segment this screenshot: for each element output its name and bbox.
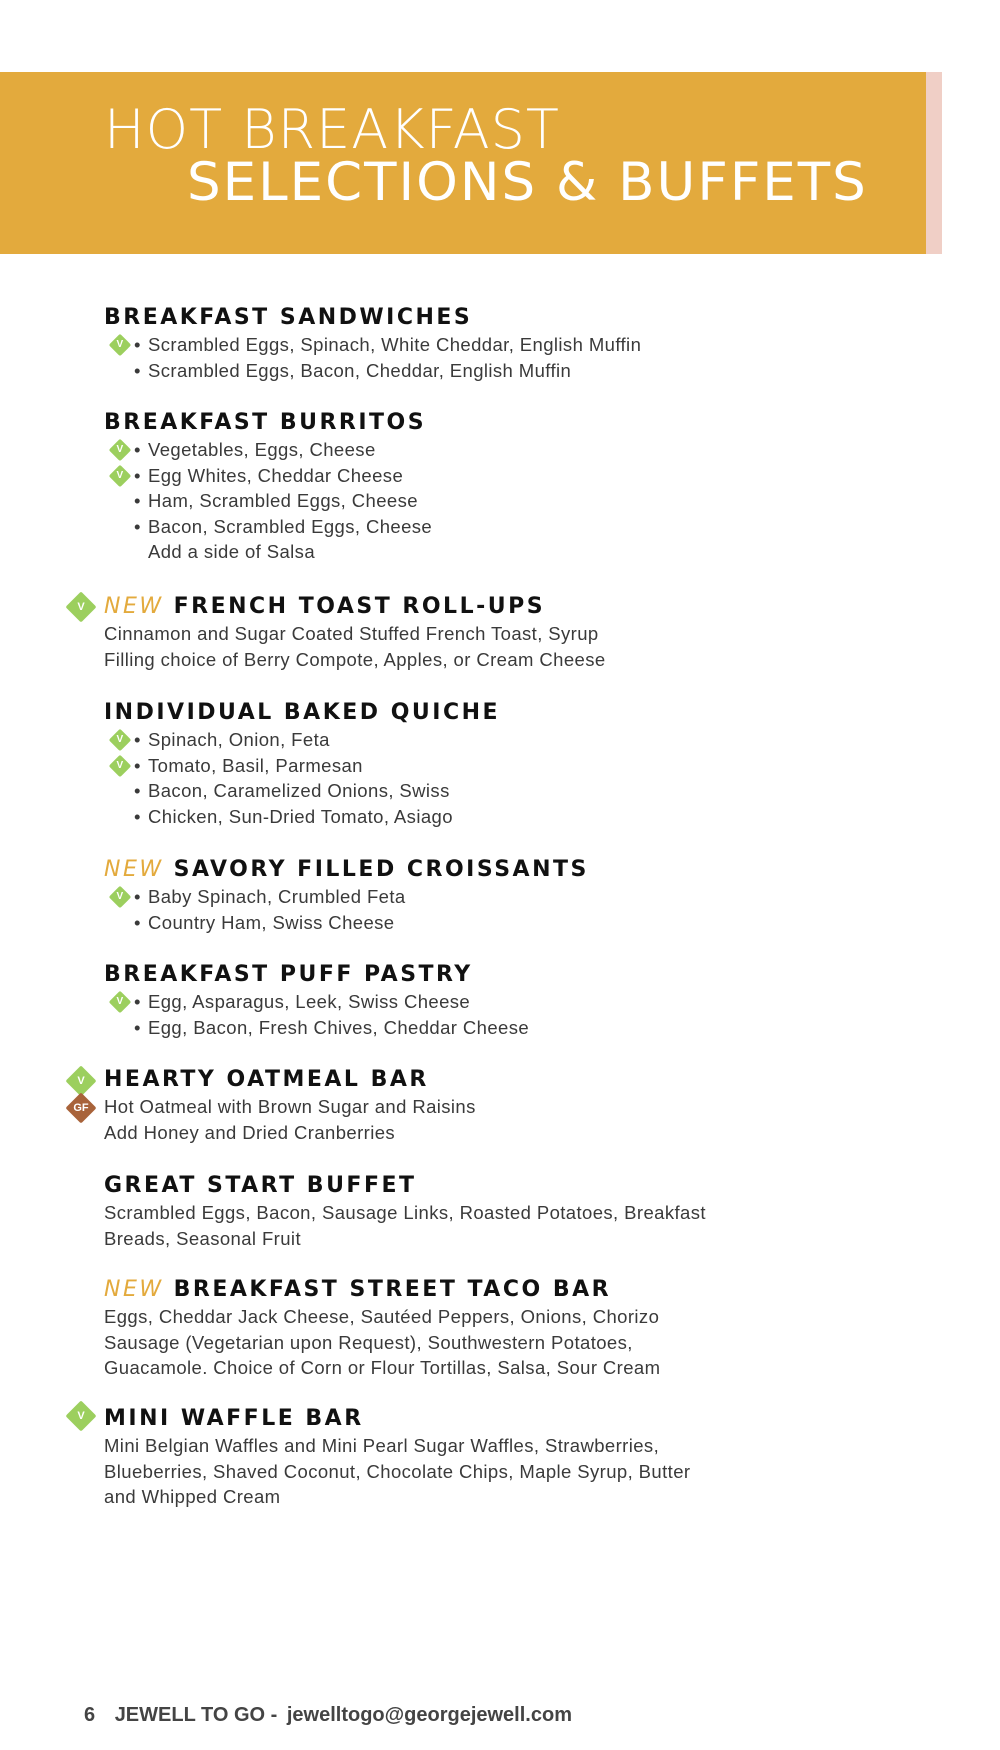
menu-item-text: Ham, Scrambled Eggs, Cheese bbox=[148, 490, 418, 511]
footer-email-link[interactable]: jewelltogo@georgejewell.com bbox=[286, 1704, 572, 1726]
vegetarian-icon: V bbox=[109, 334, 132, 357]
section-title: GREAT START BUFFET bbox=[104, 1173, 417, 1198]
page-footer bbox=[84, 1704, 572, 1727]
bullet: • bbox=[134, 334, 141, 355]
section-french-toast-roll-ups bbox=[104, 593, 606, 672]
section-breakfast-puff-pastry bbox=[104, 961, 529, 1040]
section-title: BREAKFAST SANDWICHES bbox=[104, 305, 473, 330]
section-individual-baked-quiche bbox=[104, 699, 500, 829]
menu-item-text: Country Ham, Swiss Cheese bbox=[148, 911, 395, 933]
bullet: • bbox=[134, 490, 141, 511]
menu-item-text: Bacon, Caramelized Onions, Swiss bbox=[148, 780, 450, 801]
section-title: BREAKFAST PUFF PASTRY bbox=[104, 962, 473, 987]
menu-item-text: Tomato, Basil, Parmesan bbox=[148, 754, 363, 776]
bullet: • bbox=[134, 464, 141, 486]
bullet: • bbox=[134, 991, 141, 1012]
section-description-line: Eggs, Cheddar Jack Cheese, Sautéed Peppers, Onions, Chorizo bbox=[104, 1306, 660, 1327]
vegetarian-icon: V bbox=[109, 439, 132, 462]
section-title: NEW BREAKFAST STREET TACO BAR bbox=[104, 1277, 612, 1302]
section-breakfast-burritos bbox=[104, 409, 432, 565]
menu-item bbox=[104, 910, 589, 936]
menu-item bbox=[104, 727, 500, 753]
vegetarian-icon: V bbox=[109, 464, 132, 487]
bullet: • bbox=[134, 439, 141, 460]
vegetarian-icon: V bbox=[65, 1065, 96, 1096]
menu-item-text: Scrambled Eggs, Spinach, White Cheddar, English Muffin bbox=[148, 334, 642, 355]
vegetarian-icon: V bbox=[65, 591, 96, 622]
footer-brand: JEWELL TO GO - bbox=[114, 1704, 278, 1726]
menu-item-text: Egg, Asparagus, Leek, Swiss Cheese bbox=[148, 991, 471, 1012]
section-breakfast-sandwiches bbox=[104, 304, 641, 383]
section-description-line: Sausage (Vegetarian upon Request), Southwestern Potatoes, bbox=[104, 1331, 633, 1353]
section-note: Add a side of Salsa bbox=[148, 541, 316, 562]
new-tag: NEW bbox=[104, 594, 164, 619]
menu-item-text: Spinach, Onion, Feta bbox=[148, 729, 330, 750]
menu-item bbox=[104, 884, 589, 910]
section-description-line: Scrambled Eggs, Bacon, Sausage Links, Roasted Potatoes, Breakfast bbox=[104, 1202, 706, 1223]
bullet: • bbox=[134, 729, 141, 750]
menu-item bbox=[104, 804, 500, 830]
page-number: 6 bbox=[84, 1704, 96, 1726]
section-title: NEW SAVORY FILLED CROISSANTS bbox=[104, 857, 589, 882]
bullet: • bbox=[134, 1016, 141, 1038]
bullet: • bbox=[134, 886, 141, 907]
new-tag: NEW bbox=[104, 857, 164, 882]
section-mini-waffle-bar bbox=[104, 1405, 690, 1510]
menu-item bbox=[104, 753, 500, 779]
menu-item-text: Bacon, Scrambled Eggs, Cheese bbox=[148, 515, 433, 537]
section-title: MINI WAFFLE BAR bbox=[104, 1406, 364, 1431]
section-description-line: Cinnamon and Sugar Coated Stuffed French Toast, Syrup bbox=[104, 623, 599, 644]
bullet: • bbox=[134, 515, 141, 537]
section-breakfast-street-taco-bar bbox=[104, 1276, 660, 1381]
bullet: • bbox=[134, 805, 141, 827]
menu-item bbox=[104, 463, 432, 489]
section-great-start-buffet bbox=[104, 1172, 706, 1251]
page-title-line-1: HOT BREAKFAST bbox=[104, 98, 560, 161]
section-hearty-oatmeal-bar bbox=[104, 1066, 476, 1145]
menu-item bbox=[104, 778, 500, 804]
vegetarian-icon: V bbox=[109, 886, 132, 909]
section-description-line: and Whipped Cream bbox=[104, 1486, 281, 1507]
section-title: HEARTY OATMEAL BAR bbox=[104, 1067, 429, 1092]
page-title-line-2: SELECTIONS & BUFFETS bbox=[187, 152, 868, 213]
menu-item bbox=[104, 358, 641, 384]
vegetarian-icon: V bbox=[109, 754, 132, 777]
new-tag: NEW bbox=[104, 1277, 164, 1302]
section-description-line: Hot Oatmeal with Brown Sugar and Raisins bbox=[104, 1096, 476, 1117]
section-description-line: Mini Belgian Waffles and Mini Pearl Sugar Waffles, Strawberries, bbox=[104, 1435, 660, 1456]
menu-item-text: Chicken, Sun-Dried Tomato, Asiago bbox=[148, 805, 453, 827]
section-description-line: Blueberries, Shaved Coconut, Chocolate Chips, Maple Syrup, Butter bbox=[104, 1460, 691, 1482]
menu-item bbox=[104, 514, 432, 540]
bullet: • bbox=[134, 780, 141, 801]
bullet: • bbox=[134, 754, 141, 776]
section-description-line: Breads, Seasonal Fruit bbox=[104, 1227, 301, 1249]
section-savory-filled-croissants bbox=[104, 856, 589, 935]
menu-item bbox=[104, 1015, 529, 1041]
section-title: INDIVIDUAL BAKED QUICHE bbox=[104, 700, 501, 725]
menu-item bbox=[104, 437, 432, 463]
banner-accent-edge bbox=[926, 72, 942, 254]
menu-item-text: Egg, Bacon, Fresh Chives, Cheddar Cheese bbox=[148, 1016, 530, 1038]
vegetarian-icon: V bbox=[65, 1400, 96, 1431]
section-title: BREAKFAST BURRITOS bbox=[104, 410, 427, 435]
vegetarian-icon: V bbox=[109, 729, 132, 752]
section-description-line: Add Honey and Dried Cranberries bbox=[104, 1121, 396, 1143]
bullet: • bbox=[134, 911, 141, 933]
section-title: NEW FRENCH TOAST ROLL-UPS bbox=[104, 594, 546, 619]
vegetarian-icon: V bbox=[109, 991, 132, 1014]
bullet: • bbox=[134, 359, 141, 381]
gluten-free-icon: GF bbox=[65, 1092, 96, 1123]
menu-item-text: Egg Whites, Cheddar Cheese bbox=[148, 464, 404, 486]
menu-item bbox=[104, 989, 529, 1015]
section-description-line: Guacamole. Choice of Corn or Flour Tortillas, Salsa, Sour Cream bbox=[104, 1357, 661, 1378]
section-description-line: Filling choice of Berry Compote, Apples, or Cream Cheese bbox=[104, 648, 606, 670]
menu-item bbox=[104, 332, 641, 358]
menu-item-text: Scrambled Eggs, Bacon, Cheddar, English Muffin bbox=[148, 359, 572, 381]
menu-item bbox=[104, 488, 432, 514]
menu-item-text: Baby Spinach, Crumbled Feta bbox=[148, 886, 406, 907]
menu-item-text: Vegetables, Eggs, Cheese bbox=[148, 439, 376, 460]
